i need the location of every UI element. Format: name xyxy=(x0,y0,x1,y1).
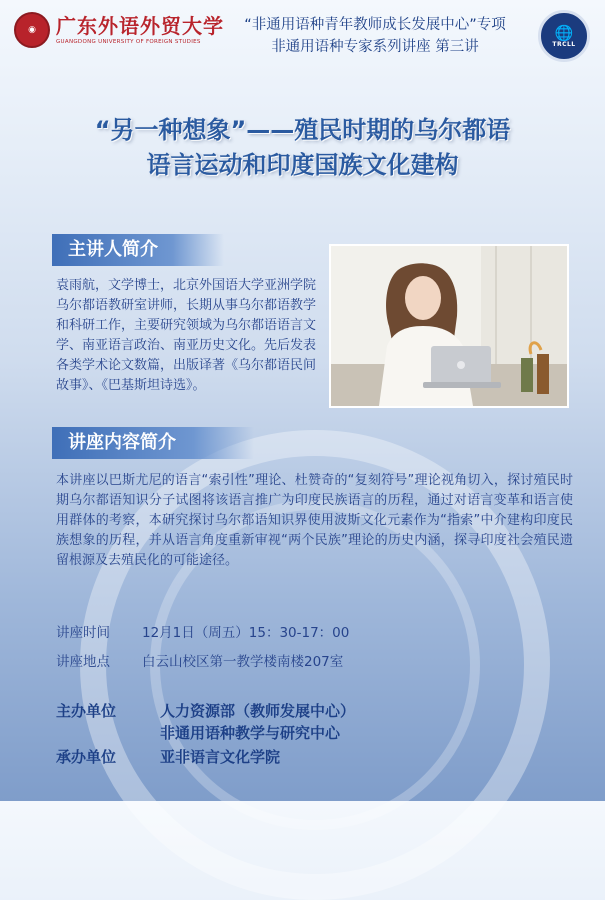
speaker-photo xyxy=(329,244,569,408)
lecture-title-line2: 语言运动和印度国族文化建构 xyxy=(146,151,459,179)
trcll-logo-text: TRCLL xyxy=(552,40,576,48)
co-host-label: 承办单位 xyxy=(56,748,117,766)
lecture-description: 本讲座以巴斯尤尼的语言“索引性”理论、杜赞奇的“复刻符号”理论视角切入，探讨殖民时期乌尔都语知识分子试图将该语言推广为印度民族语言的历程，通过对语言变革和语言使用群体的考察，本研究探讨乌尔都语知识界使用波斯文化元素作为“指索”中介建构印度民族想象的历程，并从语言角度重新审视“两个民族”理论的历史内涵，探寻印度社会殖民遗留根源及去殖民化的可能途径。 xyxy=(56,473,573,568)
host-label: 主办单位 xyxy=(56,702,117,720)
host-unit-2: 非通用语种教学与研究中心 xyxy=(160,724,341,742)
university-logo xyxy=(14,12,224,48)
lecture-time-row xyxy=(56,621,349,641)
lecture-place-value: 白云山校区第一教学楼南楼207室 xyxy=(142,654,344,670)
series-title xyxy=(215,14,535,58)
host-unit-1: 人力资源部（教师发展中心） xyxy=(160,702,356,720)
lecture-time-label: 讲座时间 xyxy=(56,625,110,641)
series-title-line2: 非通用语种专家系列讲座 第三讲 xyxy=(271,39,479,55)
header xyxy=(0,0,605,86)
university-name-cn: 广东外语外贸大学 xyxy=(56,14,224,38)
lecture-section-label: 讲座内容简介 xyxy=(52,427,254,459)
speaker-section-label: 主讲人简介 xyxy=(52,234,224,266)
co-host-unit: 亚非语言文化学院 xyxy=(160,748,281,766)
lecture-place-row xyxy=(56,650,343,670)
university-seal-icon: ◉ xyxy=(14,12,50,48)
speaker-bio: 袁雨航，文学博士，北京外国语大学亚洲学院乌尔都语教研室讲师，长期从事乌尔都语教学和科研工作，主要研究领域为乌尔都语语言文学、南亚语言政治、南亚历史文化。先后发表各类学术论文数篇，出版译著《乌尔都语民间故事》、《巴基斯坦诗选》。 xyxy=(56,278,317,393)
globe-icon: 🌐 xyxy=(554,23,574,42)
lecture-title-line1: “另一种想象”——殖民时期的乌尔都语 xyxy=(94,116,511,144)
lecture-title xyxy=(20,113,585,183)
lecture-place-label: 讲座地点 xyxy=(56,654,110,670)
university-name-en: GUANGDONG UNIVERSITY OF FOREIGN STUDIES xyxy=(56,39,201,45)
speaker-photo-illustration xyxy=(331,246,567,406)
series-title-line1: “非通用语种青年教师成长发展中心”专项 xyxy=(244,17,506,33)
lecture-time-value: 12月1日（周五）15：30-17：00 xyxy=(142,625,350,641)
trcll-logo xyxy=(538,10,590,62)
